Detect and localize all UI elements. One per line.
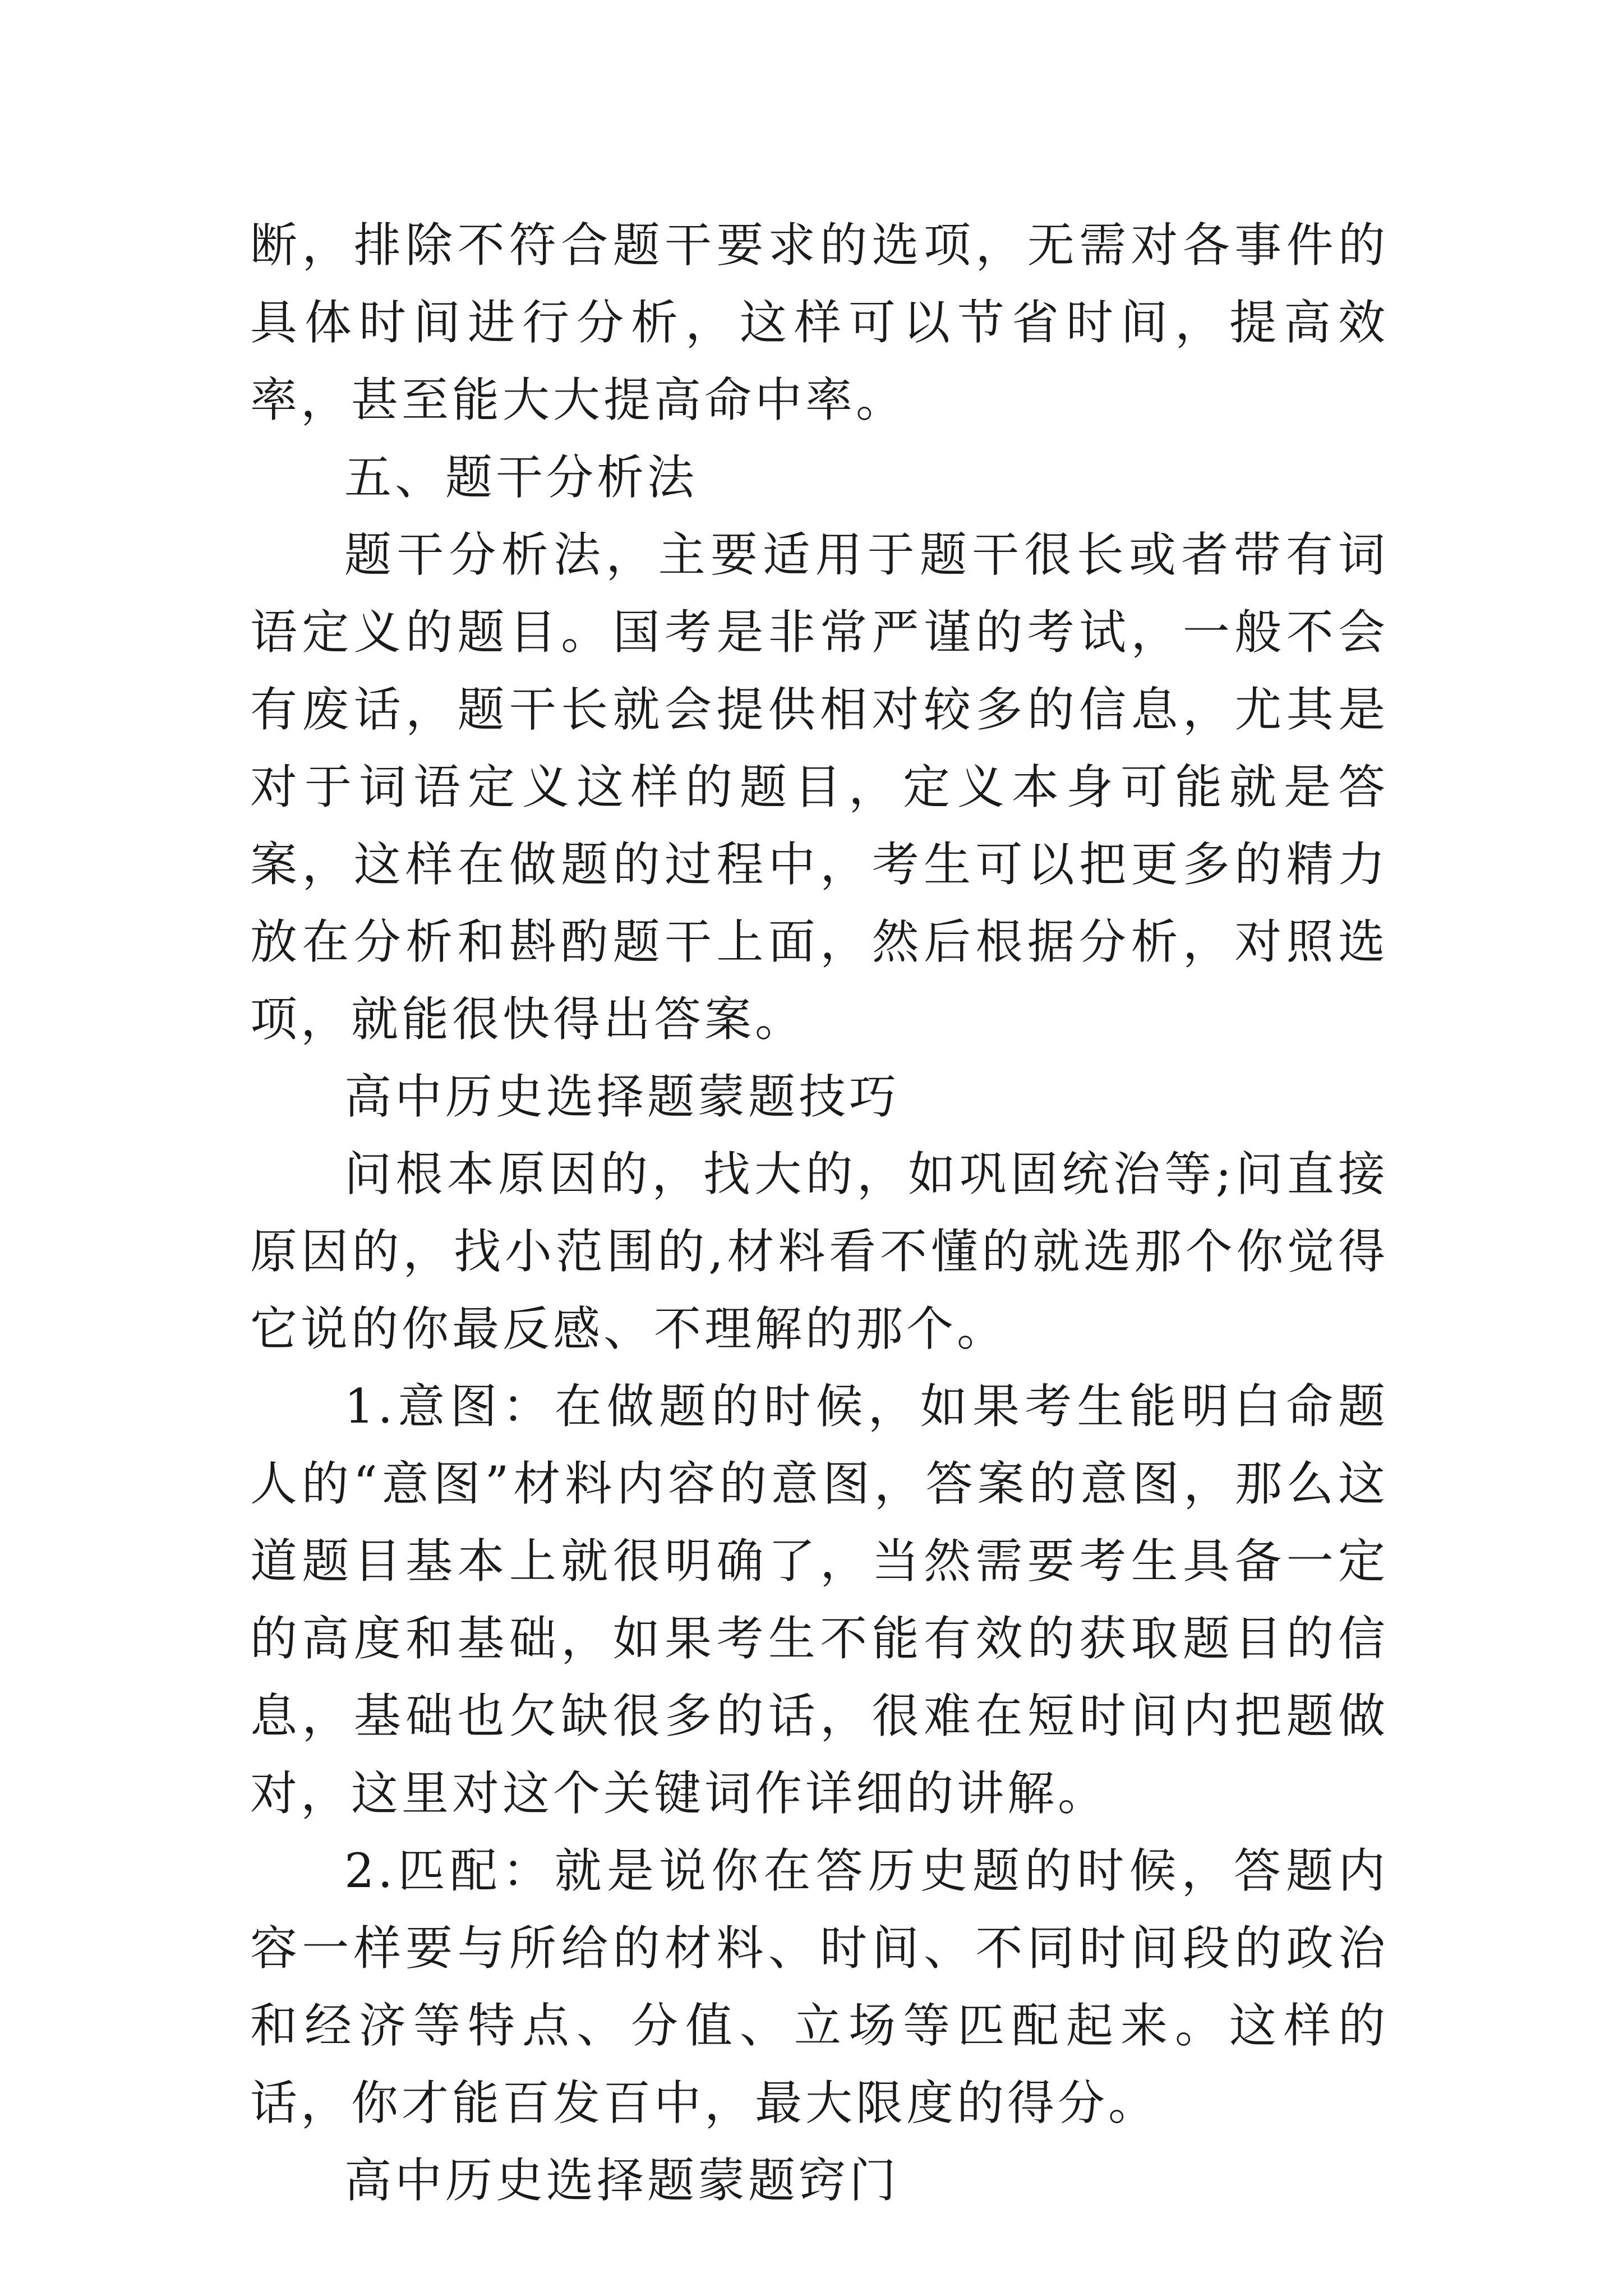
paragraph-intent: 1.意图：在做题的时候，如果考生能明白命题人的“意图”材料内容的意图，答案的意图，那么这道题目基本上就很明确了，当然需要考生具备一定的高度和基础，如果考生不能有效的获取题目的信息，基础也欠缺很多的话，很难在短时间内把题做对，这里对这个关键词作详细的讲解。 (250, 1379, 1389, 1821)
paragraph-stem-analysis: 题干分析法，主要适用于题干很长或者带有词语定义的题目。国考是非常严谨的考试，一般不会有废话，题干长就会提供相对较多的信息，尤其是对于词语定义这样的题目，定义本身可能就是答案，这样在做题的过程中，考生可以把更多的精力放在分析和斟酌题干上面，然后根据分析，对照选项，就能很快得出答案。 (250, 527, 1389, 1047)
document-body (250, 206, 1389, 2219)
paragraph-continuation: 断，排除不符合题干要求的选项，无需对各事件的具体时间进行分析，这样可以节省时间，提高效率，甚至能大大提高命中率。 (250, 218, 1389, 427)
section-heading-guessing-tips: 高中历史选择题蒙题技巧 (344, 1069, 900, 1124)
section-heading-stem-analysis: 五、题干分析法 (344, 450, 698, 505)
section-heading-guessing-tricks: 高中历史选择题蒙题窍门 (344, 2153, 900, 2208)
paragraph-root-cause: 问根本原因的，找大的，如巩固统治等;问直接原因的，找小范围的,材料看不懂的就选那个你觉得它说的你最反感、不理解的那个。 (250, 1147, 1389, 1356)
paragraph-matching: 2.匹配：就是说你在答历史题的时候，答题内容一样要与所给的材料、时间、不同时间段的政治和经济等特点、分值、立场等匹配起来。这样的话，你才能百发百中，最大限度的得分。 (250, 1843, 1389, 2131)
